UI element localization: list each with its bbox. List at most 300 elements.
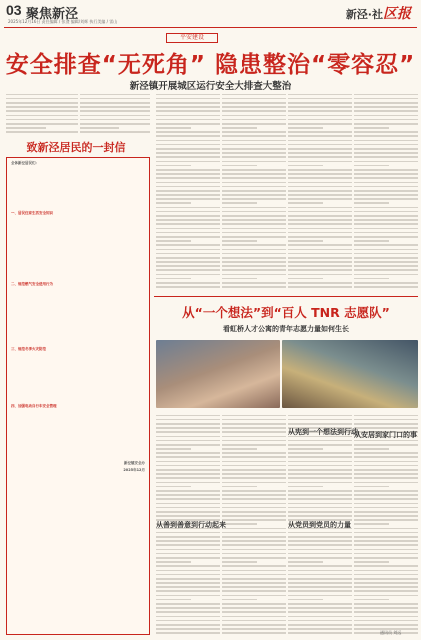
text-line: [156, 253, 220, 255]
text-line: [222, 452, 286, 454]
text-line: [11, 354, 145, 355]
text-line: [288, 265, 352, 267]
text-line: [222, 503, 286, 505]
text-line: [11, 290, 145, 291]
text-line: [288, 473, 352, 475]
text-line: [156, 599, 191, 601]
text-line: [354, 257, 418, 259]
text-line: [354, 94, 418, 96]
text-line: [222, 532, 286, 534]
text-line: [222, 436, 286, 438]
text-line: [11, 432, 91, 433]
text-line: [354, 465, 418, 467]
article-body-column-4: [222, 91, 286, 291]
text-line: [156, 620, 220, 622]
text-line: [288, 169, 352, 171]
text-line: [222, 228, 286, 230]
text-line: [156, 115, 220, 117]
text-line: [288, 448, 323, 450]
text-line: [222, 110, 286, 112]
text-line: [288, 557, 352, 559]
text-line: [288, 161, 352, 163]
text-line: [288, 110, 352, 112]
text-line: [354, 286, 418, 288]
text-line: [354, 274, 418, 276]
text-line: [222, 274, 286, 276]
text-line: [354, 144, 418, 146]
text-line: [156, 415, 220, 417]
text-line: [156, 590, 220, 592]
text-line: [156, 249, 220, 251]
text-line: [354, 119, 418, 121]
text-line: [354, 553, 418, 555]
letter-paragraph: [11, 290, 145, 345]
text-line: [354, 182, 418, 184]
text-line: [11, 365, 145, 366]
text-line: [222, 119, 286, 121]
text-line: [354, 507, 418, 509]
feature-headline: 从“一个想法”到“百人 TNR 志愿队”: [182, 305, 390, 320]
text-line: [11, 275, 145, 276]
text-line: [222, 156, 286, 158]
text-line: [222, 202, 257, 204]
text-line: [288, 182, 352, 184]
text-line: [288, 106, 352, 108]
text-line: [11, 325, 145, 326]
text-line: [222, 215, 286, 217]
text-line: [354, 532, 418, 534]
text-line: [288, 440, 352, 442]
text-line: [11, 372, 145, 373]
text-line: [156, 144, 220, 146]
text-line: [11, 390, 145, 391]
text-line: [11, 300, 145, 301]
text-line: [222, 477, 286, 479]
text-line: [222, 461, 286, 463]
text-line: [156, 494, 220, 496]
text-line: [156, 557, 220, 559]
text-line: [222, 632, 286, 634]
text-line: [222, 469, 286, 471]
text-line: [80, 131, 150, 133]
text-line: [288, 98, 352, 100]
text-line: [11, 197, 145, 198]
page-number: 03: [6, 2, 22, 18]
text-line: [288, 456, 352, 458]
article-body-column-6: [354, 91, 418, 291]
text-line: [11, 332, 145, 333]
text-line: [156, 498, 220, 500]
text-line: [222, 616, 286, 618]
text-line: [156, 419, 220, 421]
text-line: [11, 265, 91, 266]
letter-paragraph: [11, 218, 145, 280]
text-line: [354, 599, 389, 601]
text-line: [222, 444, 286, 446]
text-line: [222, 249, 286, 251]
text-line: [11, 361, 145, 362]
text-line: [222, 144, 286, 146]
text-line: [288, 135, 352, 137]
text-line: [11, 243, 145, 244]
text-line: [156, 198, 220, 200]
text-line: [156, 444, 220, 446]
text-line: [156, 244, 220, 246]
text-line: [354, 244, 418, 246]
text-line: [6, 94, 78, 96]
text-line: [156, 578, 220, 580]
text-line: [156, 257, 220, 259]
article-body-column-2: [80, 91, 150, 137]
text-line: [222, 127, 257, 129]
text-line: [288, 574, 352, 576]
text-line: [156, 486, 191, 488]
feature-subhead: 看虹桥人才公寓的青年志愿力量如何生长: [223, 325, 349, 333]
text-line: [156, 186, 220, 188]
text-line: [354, 152, 418, 154]
text-line: [354, 624, 418, 626]
text-line: [354, 278, 389, 280]
text-line: [156, 448, 191, 450]
text-line: [288, 515, 352, 517]
text-line: [354, 515, 418, 517]
text-line: [354, 452, 418, 454]
text-line: [222, 286, 286, 288]
text-line: [11, 279, 145, 280]
text-line: [222, 536, 286, 538]
letter-date: 2025年12月: [123, 467, 145, 472]
text-line: [354, 194, 418, 196]
text-line: [156, 515, 220, 517]
text-line: [11, 382, 145, 383]
text-line: [354, 574, 418, 576]
text-line: [222, 565, 286, 567]
text-line: [80, 106, 150, 108]
text-line: [288, 127, 323, 129]
text-line: [11, 440, 145, 441]
text-line: [156, 265, 220, 267]
text-line: [354, 236, 418, 238]
text-line: [222, 628, 286, 630]
text-line: [222, 595, 286, 597]
text-line: [288, 561, 323, 563]
text-line: [6, 98, 78, 100]
text-line: [222, 473, 286, 475]
text-line: [288, 249, 352, 251]
text-line: [222, 278, 257, 280]
text-line: [354, 282, 418, 284]
text-line: [222, 590, 286, 592]
text-line: [222, 148, 286, 150]
text-line: [156, 582, 220, 584]
text-line: [156, 477, 220, 479]
text-line: [11, 436, 145, 437]
text-line: [222, 219, 286, 221]
letter-paragraph: [11, 168, 145, 209]
text-line: [156, 261, 220, 263]
text-line: [156, 536, 220, 538]
text-line: [80, 98, 150, 100]
text-line: [288, 219, 352, 221]
text-line: [222, 161, 286, 163]
text-line: [288, 452, 352, 454]
text-line: [288, 549, 352, 551]
text-line: [354, 544, 418, 546]
text-line: [288, 607, 352, 609]
text-line: [222, 440, 286, 442]
text-line: [288, 486, 323, 488]
text-line: [354, 448, 389, 450]
text-line: [156, 427, 220, 429]
text-line: [11, 229, 145, 230]
text-line: [288, 469, 352, 471]
text-line: [288, 532, 352, 534]
text-line: [354, 232, 418, 234]
text-line: [222, 223, 286, 225]
text-line: [354, 456, 418, 458]
text-line: [11, 400, 91, 401]
text-line: [11, 257, 145, 258]
text-line: [222, 427, 286, 429]
text-line: [156, 269, 220, 271]
text-line: [156, 140, 220, 142]
text-line: [222, 419, 286, 421]
text-line: [222, 540, 286, 542]
text-line: [354, 498, 418, 500]
text-line: [354, 611, 418, 613]
text-line: [156, 211, 220, 213]
text-line: [222, 544, 286, 546]
text-line: [288, 553, 352, 555]
letter-title: 致新泾居民的一封信: [26, 141, 126, 154]
text-line: [354, 102, 418, 104]
text-line: [156, 152, 220, 154]
text-line: [288, 156, 352, 158]
text-line: [11, 172, 145, 173]
text-line: [354, 110, 418, 112]
letter-section-head: 一、居民住家生活安全知识: [11, 210, 53, 215]
text-line: [156, 161, 220, 163]
text-line: [288, 102, 352, 104]
text-line: [354, 219, 418, 221]
text-line: [222, 194, 286, 196]
text-line: [354, 607, 418, 609]
text-line: [222, 586, 286, 588]
text-line: [288, 282, 352, 284]
feature-body-column-2: [222, 412, 286, 636]
text-line: [156, 219, 220, 221]
letter-section-head: 二、规范燃气安全使用行为: [11, 282, 53, 287]
text-line: [11, 414, 145, 415]
text-line: [222, 486, 257, 488]
text-line: [354, 131, 418, 133]
text-line: [156, 611, 220, 613]
text-line: [354, 582, 418, 584]
text-line: [156, 123, 220, 125]
text-line: [156, 236, 220, 238]
letter-paragraph: [11, 354, 145, 402]
text-line: [354, 419, 418, 421]
text-line: [354, 207, 418, 209]
text-line: [354, 578, 418, 580]
main-subhead: 新泾镇开展城区运行安全大排查大整治: [129, 81, 292, 92]
text-line: [288, 415, 352, 417]
text-line: [354, 186, 418, 188]
text-line: [11, 218, 145, 219]
text-line: [222, 549, 286, 551]
text-line: [222, 423, 286, 425]
text-line: [156, 240, 191, 242]
text-line: [222, 431, 286, 433]
text-line: [156, 616, 220, 618]
text-line: [288, 624, 352, 626]
text-line: [354, 477, 418, 479]
text-line: [11, 208, 145, 209]
text-line: [11, 457, 91, 458]
main-headline: 安全排查“无死角” 隐患整治“零容忍”: [5, 52, 416, 78]
text-line: [156, 156, 220, 158]
text-line: [354, 616, 418, 618]
text-line: [156, 544, 220, 546]
text-line: [222, 169, 286, 171]
text-line: [156, 282, 220, 284]
text-line: [222, 265, 286, 267]
text-line: [156, 423, 220, 425]
text-line: [354, 211, 418, 213]
text-line: [6, 123, 78, 125]
text-line: [156, 586, 220, 588]
text-line: [288, 190, 352, 192]
text-line: [354, 127, 389, 129]
text-line: [6, 127, 46, 129]
text-line: [288, 611, 352, 613]
letter-signature: 新泾镇安全办: [124, 460, 145, 465]
text-line: [156, 228, 220, 230]
text-line: [156, 190, 220, 192]
feature-reporter: 通讯员 刘远: [380, 630, 402, 635]
text-line: [288, 274, 352, 276]
text-line: [156, 131, 220, 133]
text-line: [156, 549, 220, 551]
text-line: [222, 207, 286, 209]
text-line: [156, 603, 220, 605]
text-line: [222, 115, 286, 117]
text-line: [288, 461, 352, 463]
text-line: [288, 186, 352, 188]
text-line: [156, 574, 220, 576]
text-line: [222, 490, 286, 492]
text-line: [354, 503, 418, 505]
text-line: [11, 200, 145, 201]
brand-text: 新泾·社: [345, 8, 383, 21]
text-line: [222, 611, 286, 613]
text-line: [354, 156, 418, 158]
section-name: 聚焦新泾: [26, 7, 79, 22]
text-line: [156, 94, 220, 96]
text-line: [354, 461, 418, 463]
text-line: [156, 102, 220, 104]
text-line: [156, 436, 220, 438]
text-line: [288, 423, 352, 425]
text-line: [11, 268, 145, 269]
text-line: [156, 440, 220, 442]
text-line: [354, 98, 418, 100]
article-body-column-5: [288, 91, 352, 291]
text-line: [288, 565, 352, 567]
text-line: [222, 102, 286, 104]
text-line: [288, 131, 352, 133]
text-line: [156, 182, 220, 184]
brand-logo: [346, 3, 411, 23]
text-line: [11, 247, 145, 248]
text-line: [80, 123, 150, 125]
text-line: [288, 494, 352, 496]
text-line: [222, 620, 286, 622]
text-line: [222, 106, 286, 108]
text-line: [288, 620, 352, 622]
text-line: [222, 269, 286, 271]
text-line: [222, 94, 286, 96]
text-line: [11, 422, 145, 423]
text-line: [11, 240, 91, 241]
text-line: [11, 418, 145, 419]
text-line: [288, 144, 352, 146]
text-line: [11, 293, 145, 294]
text-line: [156, 473, 220, 475]
text-line: [11, 379, 145, 380]
text-line: [288, 140, 352, 142]
text-line: [11, 315, 145, 316]
text-line: [222, 98, 286, 100]
text-line: [288, 261, 352, 263]
text-line: [222, 511, 286, 513]
text-line: [288, 165, 323, 167]
text-line: [156, 278, 191, 280]
text-line: [354, 148, 418, 150]
text-line: [288, 177, 352, 179]
text-line: [156, 465, 220, 467]
text-line: [354, 561, 389, 563]
text-line: [288, 490, 352, 492]
text-line: [222, 236, 286, 238]
text-line: [288, 590, 352, 592]
text-line: [288, 232, 352, 234]
text-line: [156, 607, 220, 609]
text-line: [156, 135, 220, 137]
text-line: [354, 135, 418, 137]
text-line: [11, 297, 145, 298]
text-line: [222, 282, 286, 284]
text-line: [156, 461, 220, 463]
text-line: [354, 595, 418, 597]
text-line: [6, 102, 78, 104]
letter-salutation: 全体新泾居民们：: [11, 161, 39, 165]
text-line: [156, 127, 191, 129]
text-line: [354, 261, 418, 263]
text-line: [11, 386, 145, 387]
text-line: [11, 179, 145, 180]
text-line: [222, 607, 286, 609]
text-line: [354, 427, 418, 429]
text-line: [222, 240, 257, 242]
text-line: [11, 454, 145, 455]
text-line: [354, 215, 418, 217]
text-line: [354, 223, 418, 225]
text-line: [288, 115, 352, 117]
text-line: [222, 603, 286, 605]
text-line: [156, 98, 220, 100]
text-line: [156, 540, 220, 542]
